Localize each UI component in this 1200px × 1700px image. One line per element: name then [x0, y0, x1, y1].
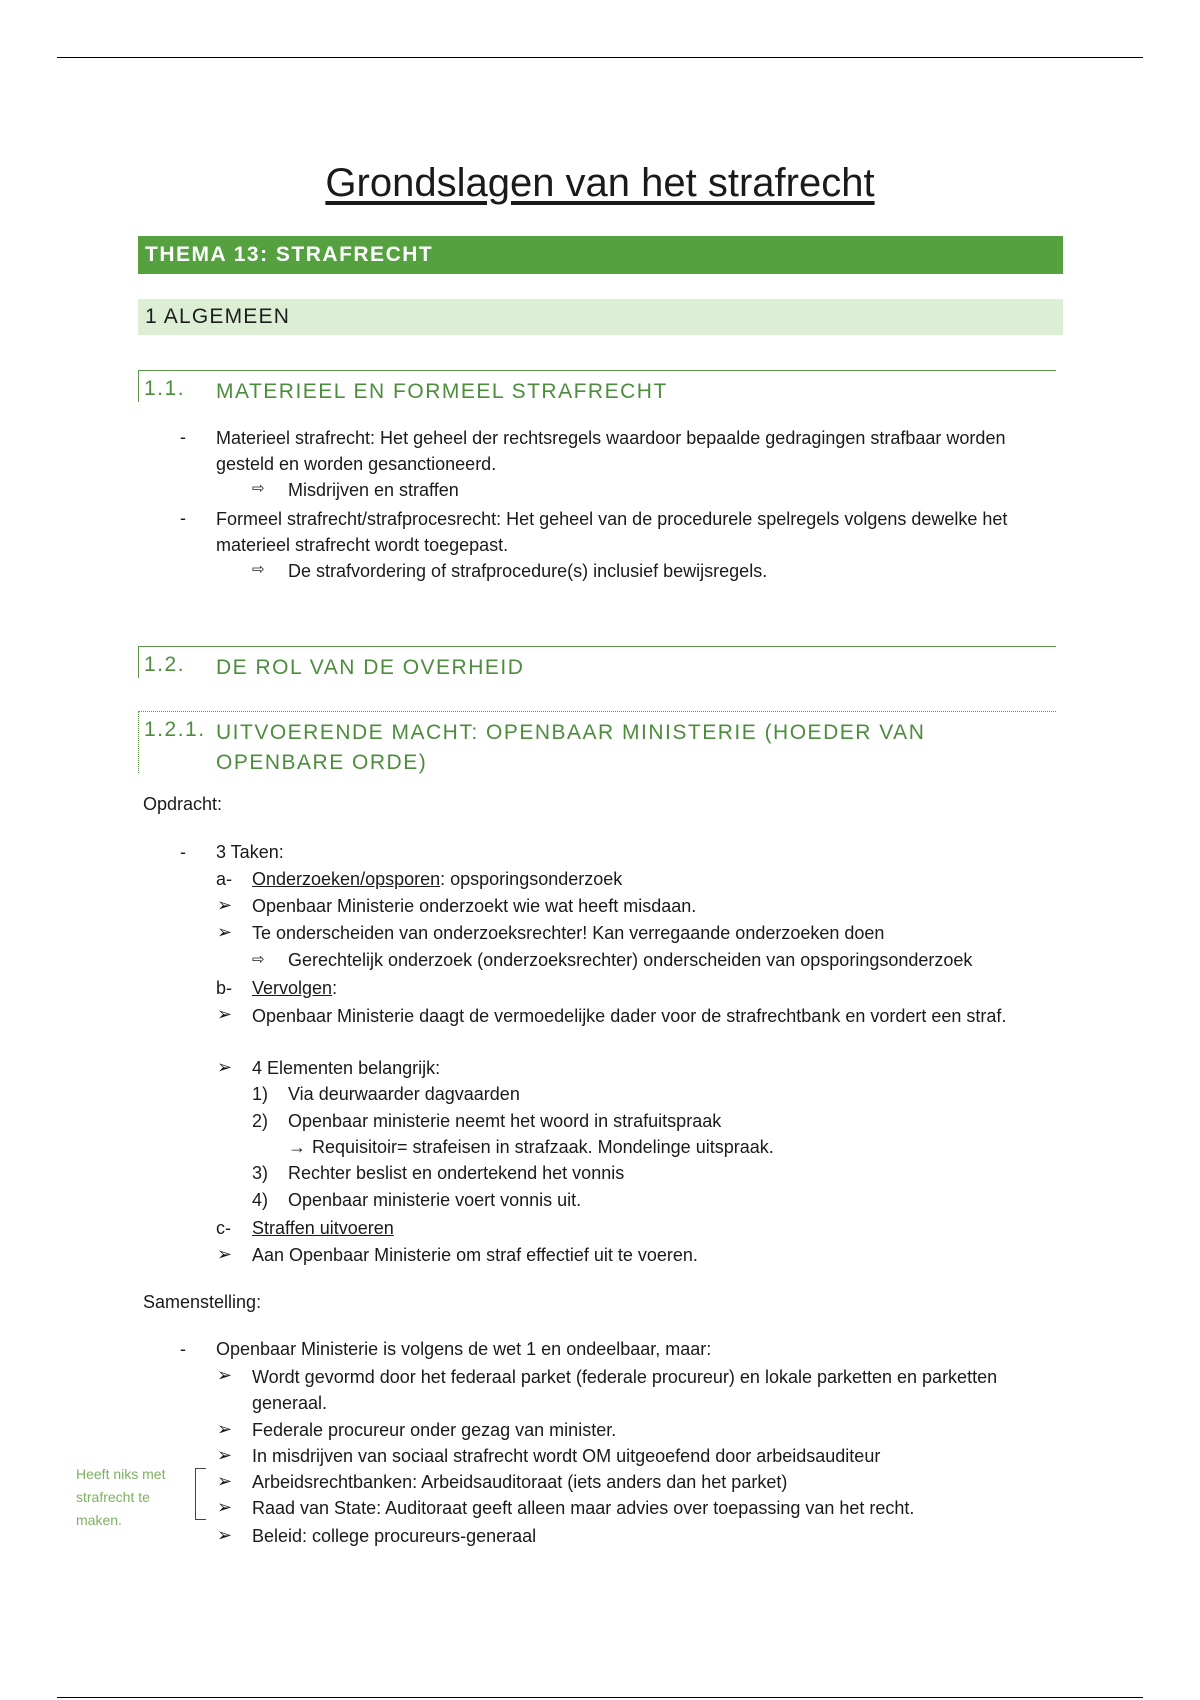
samenstelling-item: Federale procureur onder gezag van minister.	[252, 1420, 617, 1440]
task-a-item: Openbaar Ministerie onderzoekt wie wat heeft misdaan.	[252, 896, 697, 916]
task-a-sub: Gerechtelijk onderzoek (onderzoeksrechter) onderscheiden van opsporingsonderzoek	[288, 950, 973, 970]
taken-label: 3 Taken:	[216, 842, 284, 862]
margin-comment: Heeft niks met strafrecht te maken.	[76, 1466, 166, 1528]
comment-bracket	[195, 1468, 206, 1520]
task-b-term: Vervolgen	[252, 978, 333, 998]
dash-marker: -	[180, 842, 186, 862]
element-2-sub: Requisitoir= strafeisen in strafzaak. Mondelinge uitspraak.	[312, 1137, 774, 1157]
task-a-rest: : opsporingsonderzoek	[440, 869, 623, 889]
samenstelling-label: Samenstelling:	[143, 1292, 262, 1312]
number-marker: 3)	[252, 1163, 269, 1183]
section-1-2-heading	[138, 646, 1056, 678]
arrow-bullet-icon: ➢	[217, 922, 233, 942]
arrow-bullet-icon: ➢	[217, 1057, 233, 1077]
arrow-icon: ⇨	[252, 561, 265, 578]
task-a	[252, 869, 622, 890]
task-b-item: Openbaar Ministerie daagt de vermoedelijke dader voor de strafrechtbank en vordert een straf.	[252, 1006, 1007, 1026]
sub-strafvordering: De strafvordering of strafprocedure(s) inclusief bewijsregels.	[288, 561, 768, 581]
section-heading-1: 1 ALGEMEEN	[138, 299, 1063, 335]
dash-marker: -	[180, 1339, 186, 1359]
section-1-2-1-heading	[138, 711, 1056, 773]
section-title: MATERIEEL EN FORMEEL STRAFRECHT	[216, 380, 668, 403]
arrow-bullet-icon: ➢	[217, 1497, 233, 1517]
document-title: Grondslagen van het strafrecht	[325, 161, 875, 205]
thema-heading: THEMA 13: STRAFRECHT	[138, 236, 1063, 274]
task-a-item: Te onderscheiden van onderzoeksrechter! Kan verregaande onderzoeken doen	[252, 923, 885, 943]
section-number: 1.2.1.	[144, 718, 206, 741]
arrow-icon: ⇨	[252, 480, 265, 497]
top-rule	[57, 57, 1143, 58]
list-marker: a-	[216, 869, 233, 889]
samenstelling-item: Beleid: college procureurs-generaal	[252, 1526, 537, 1546]
number-marker: 1)	[252, 1084, 269, 1104]
opdracht-label: Opdracht:	[143, 794, 223, 814]
arrow-bullet-icon: ➢	[217, 1445, 233, 1465]
arrow-bullet-icon: ➢	[217, 1244, 233, 1264]
list-marker: c-	[216, 1218, 231, 1238]
task-c-term: Straffen uitvoeren	[252, 1218, 394, 1238]
task-b	[252, 978, 337, 999]
samenstelling-intro: Openbaar Ministerie is volgens de wet 1 en ondeelbaar, maar:	[216, 1339, 712, 1359]
number-marker: 4)	[252, 1190, 269, 1210]
arrow-icon: ⇨	[252, 951, 265, 968]
samenstelling-item: Arbeidsrechtbanken: Arbeidsauditoraat (iets anders dan het parket)	[252, 1472, 788, 1492]
task-b-rest: :	[332, 978, 338, 998]
element-1: Via deurwaarder dagvaarden	[288, 1084, 520, 1104]
arrow-bullet-icon: ➢	[217, 1365, 233, 1385]
bullet-materieel: Materieel strafrecht: Het geheel der rechtsregels waardoor bepaalde gedragingen strafbaar worden gesteld en worden gesanctioneerd.	[216, 428, 1006, 474]
element-3: Rechter beslist en ondertekend het vonnis	[288, 1163, 625, 1183]
task-b-item: 4 Elementen belangrijk:	[252, 1058, 441, 1078]
bullet-formeel: Formeel strafrecht/strafprocesrecht: Het geheel van de procedurele spelregels volgens dewelke het materieel strafrecht wordt toegepast.	[216, 509, 1008, 555]
dash-marker: -	[180, 508, 186, 528]
arrow-bullet-icon: ➢	[217, 1004, 233, 1024]
bottom-rule	[57, 1697, 1143, 1698]
arrow-bullet-icon: ➢	[217, 1525, 233, 1545]
number-marker: 2)	[252, 1111, 269, 1131]
task-c-item: Aan Openbaar Ministerie om straf effectief uit te voeren.	[252, 1245, 698, 1265]
samenstelling-item: Wordt gevormd door het federaal parket (federale procureur) en lokale parketten en parketten generaal.	[252, 1367, 998, 1413]
arrow-bullet-icon: ➢	[217, 1471, 233, 1491]
section-number: 1.1.	[144, 377, 186, 400]
section-title: DE ROL VAN DE OVERHEID	[216, 656, 525, 679]
list-marker: b-	[216, 978, 233, 998]
arrow-bullet-icon: ➢	[217, 895, 233, 915]
section-1-1-heading	[138, 370, 1056, 402]
arrow-bullet-icon: ➢	[217, 1419, 233, 1439]
element-2: Openbaar ministerie neemt het woord in strafuitspraak	[288, 1111, 722, 1131]
task-c	[252, 1218, 394, 1239]
samenstelling-item: In misdrijven van sociaal strafrecht wordt OM uitgeoefend door arbeidsauditeur	[252, 1446, 881, 1466]
right-arrow-icon: →	[288, 1137, 306, 1157]
section-title: UITVOERENDE MACHT: OPENBAAR MINISTERIE (HOEDER VAN OPENBARE ORDE)	[216, 721, 926, 774]
dash-marker: -	[180, 427, 186, 447]
section-number: 1.2.	[144, 653, 186, 676]
task-a-term: Onderzoeken/opsporen	[252, 869, 441, 889]
element-4: Openbaar ministerie voert vonnis uit.	[288, 1190, 582, 1210]
sub-misdrijven: Misdrijven en straffen	[288, 480, 459, 500]
samenstelling-item: Raad van State: Auditoraat geeft alleen maar advies over toepassing van het recht.	[252, 1498, 915, 1518]
